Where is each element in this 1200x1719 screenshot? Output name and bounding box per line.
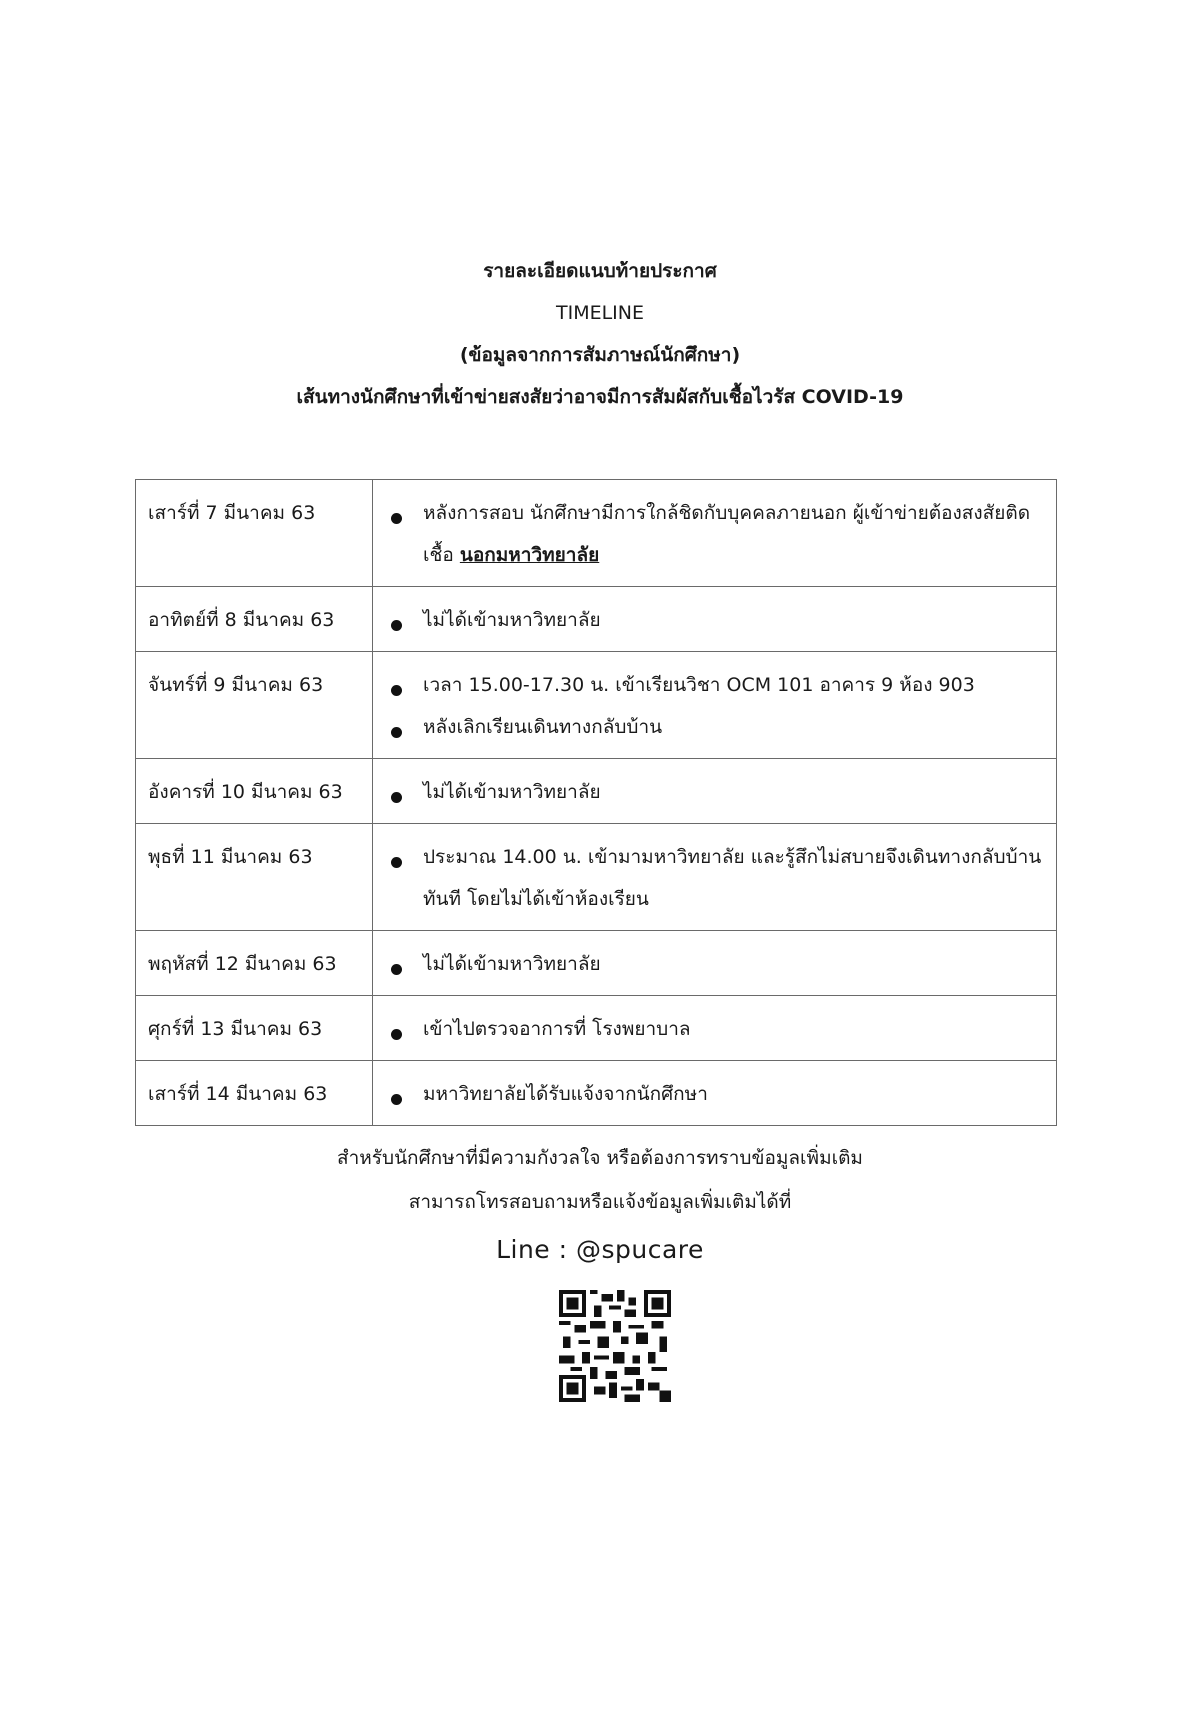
item-text: มหาวิทยาลัยได้รับแจ้งจากนักศึกษา: [423, 1083, 708, 1105]
table-row: [136, 652, 1057, 759]
detail-cell: [373, 996, 1057, 1061]
header-subtitle: เส้นทางนักศึกษาที่เข้าข่ายสงสัยว่าอาจมีการสัมผัสกับเชื้อไวรัส COVID-19: [296, 386, 904, 408]
header-source-note: (ข้อมูลจากการสัมภาษณ์นักศึกษา): [459, 344, 741, 366]
footer-instruction: สามารถโทรสอบถามหรือแจ้งข้อมูลเพิ่มเติมได้ที่: [408, 1191, 792, 1213]
item-text: ไม่ได้เข้ามหาวิทยาลัย: [423, 781, 601, 803]
bullet-icon: [385, 771, 423, 813]
date-cell: [136, 1061, 373, 1126]
detail-cell: [373, 652, 1057, 759]
date-cell: [136, 480, 373, 587]
qr-code-icon[interactable]: [557, 1290, 673, 1402]
footer-note: สำหรับนักศึกษาที่มีความกังวลใจ หรือต้องการทราบข้อมูลเพิ่มเติม: [337, 1147, 863, 1169]
header-title: รายละเอียดแนบท้ายประกาศ: [483, 260, 717, 282]
table-row: [136, 480, 1057, 587]
list-item: [385, 1008, 1044, 1050]
document-header: [0, 250, 1200, 418]
date-text: พุธที่ 11 มีนาคม 63: [148, 846, 313, 868]
header-timeline-label: TIMELINE: [555, 302, 644, 324]
item-text: หลังเลิกเรียนเดินทางกลับบ้าน: [423, 716, 663, 738]
detail-cell: [373, 759, 1057, 824]
list-item: [385, 1073, 1044, 1115]
date-cell: [136, 652, 373, 759]
detail-cell: [373, 824, 1057, 931]
table-row: [136, 759, 1057, 824]
detail-cell: [373, 587, 1057, 652]
date-text: อังคารที่ 10 มีนาคม 63: [148, 781, 343, 803]
list-item: [385, 771, 1044, 813]
table-row: [136, 996, 1057, 1061]
detail-cell: [373, 1061, 1057, 1126]
item-text: ไม่ได้เข้ามหาวิทยาลัย: [423, 953, 601, 975]
item-text: ประมาณ 14.00 น. เข้ามามหาวิทยาลัย และรู้สึกไม่สบายจึงเดินทางกลับบ้านทันที โดยไม่ได้เข้าห้องเรียน: [423, 846, 1042, 910]
contact-footer: [0, 1136, 1200, 1276]
list-item: [385, 943, 1044, 985]
date-text: ศุกร์ที่ 13 มีนาคม 63: [148, 1018, 323, 1040]
detail-cell: [373, 931, 1057, 996]
date-text: เสาร์ที่ 14 มีนาคม 63: [148, 1083, 328, 1105]
date-text: พฤหัสที่ 12 มีนาคม 63: [148, 953, 337, 975]
item-text: ไม่ได้เข้ามหาวิทยาลัย: [423, 609, 601, 631]
date-text: อาทิตย์ที่ 8 มีนาคม 63: [148, 609, 335, 631]
bullet-icon: [385, 943, 423, 985]
date-text: จันทร์ที่ 9 มีนาคม 63: [148, 674, 324, 696]
bullet-icon: [385, 664, 423, 706]
date-text: เสาร์ที่ 7 มีนาคม 63: [148, 502, 316, 524]
list-item: [385, 664, 1044, 706]
bullet-icon: [385, 706, 423, 748]
table-row: [136, 587, 1057, 652]
line-contact-id: Line : @spucare: [496, 1235, 704, 1264]
bullet-icon: [385, 1008, 423, 1050]
detail-cell: [373, 480, 1057, 587]
list-item: [385, 706, 1044, 748]
date-cell: [136, 824, 373, 931]
date-cell: [136, 931, 373, 996]
bullet-icon: [385, 836, 423, 878]
date-cell: [136, 996, 373, 1061]
date-cell: [136, 759, 373, 824]
bullet-icon: [385, 492, 423, 534]
bullet-icon: [385, 1073, 423, 1115]
list-item: [385, 599, 1044, 641]
list-item: [385, 492, 1044, 576]
bullet-icon: [385, 599, 423, 641]
emphasis-text: นอกมหาวิทยาลัย: [459, 544, 600, 566]
date-cell: [136, 587, 373, 652]
list-item: [385, 836, 1044, 920]
timeline-table: [135, 479, 1057, 1126]
item-text: หลังการสอบ นักศึกษามีการใกล้ชิดกับบุคคลภายนอก ผู้เข้าข่ายต้องสงสัยติดเชื้อ: [423, 502, 1031, 566]
table-row: [136, 824, 1057, 931]
item-text: เวลา 15.00-17.30 น. เข้าเรียนวิชา OCM 101 อาคาร 9 ห้อง 903: [423, 674, 975, 696]
item-text: เข้าไปตรวจอาการที่ โรงพยาบาล: [423, 1018, 691, 1040]
table-row: [136, 1061, 1057, 1126]
table-row: [136, 931, 1057, 996]
